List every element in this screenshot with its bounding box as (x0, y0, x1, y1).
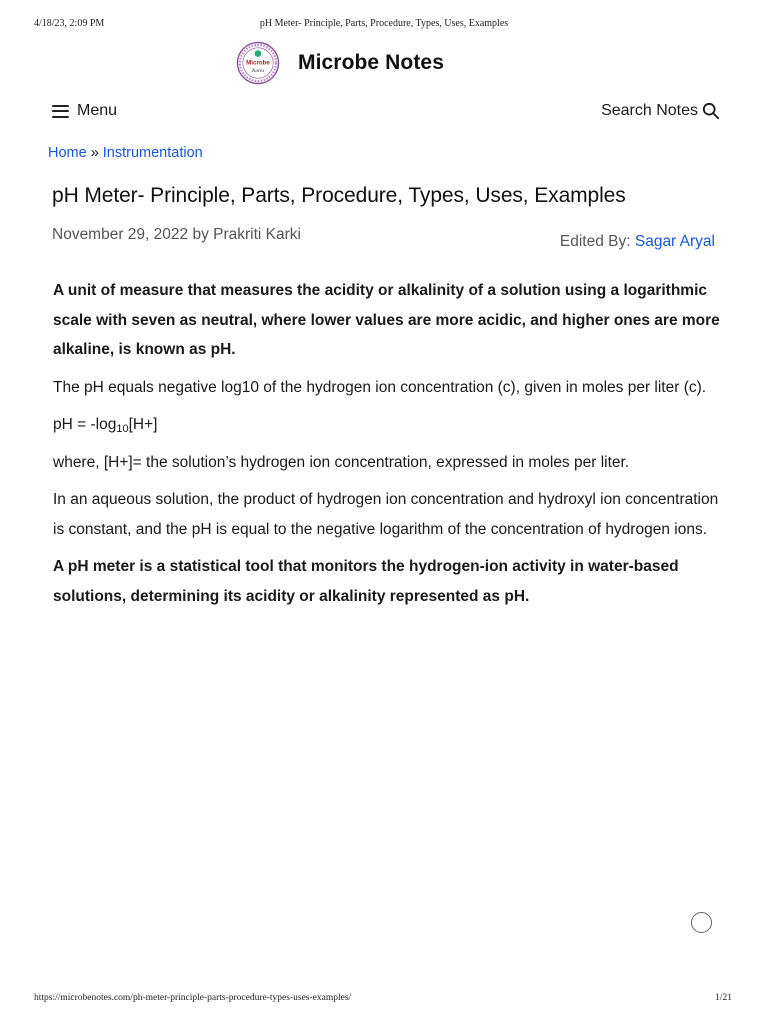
editor-link[interactable]: Sagar Aryal (634, 233, 715, 250)
search-label: Search Notes (601, 102, 698, 119)
edited-by (560, 233, 715, 251)
site-brand[interactable] (236, 40, 444, 86)
breadcrumb (48, 145, 203, 161)
print-title: pH Meter- Principle, Parts, Procedure, Types, Uses, Examples (259, 18, 509, 29)
article-meta: November 29, 2022 by Prakriti Karki (52, 226, 301, 243)
article-content (53, 276, 721, 619)
site-name[interactable]: Microbe Notes (298, 51, 444, 74)
search-icon (702, 102, 720, 120)
search-button[interactable] (601, 102, 720, 120)
formula-explanation: where, [H+]= the solution’s hydrogen ion concentration, expressed in moles per liter. (53, 453, 630, 471)
formula-subscript: 10 (116, 423, 129, 435)
menu-label: Menu (77, 102, 118, 119)
breadcrumb-home-link[interactable]: Home (48, 145, 87, 161)
print-page-number: 1/21 (715, 993, 732, 1003)
logo-text-bottom: Notes (251, 68, 265, 74)
definition-paragraph: The pH equals negative log10 of the hydrogen ion concentration (c), given in moles per liter (c). (53, 378, 707, 396)
print-datetime: 4/18/23, 2:09 PM (34, 18, 105, 29)
print-footer (0, 993, 768, 1007)
hamburger-icon (52, 105, 69, 118)
formula-prefix: pH = -log (53, 416, 117, 433)
edited-by-label: Edited By: (559, 233, 631, 250)
page-title: pH Meter- Principle, Parts, Procedure, Types, Uses, Examples (52, 184, 626, 207)
intro-paragraph: A unit of measure that measures the acidity or alkalinity of a solution using a logarithmic scale with seven as neutral, where lower values are more acidic, and higher ones are more alkaline, is known as pH. (53, 282, 720, 358)
breadcrumb-category-link[interactable]: Instrumentation (102, 145, 203, 161)
menu-button[interactable] (52, 102, 117, 120)
print-url: https://microbenotes.com/ph-meter-principle-parts-procedure-types-uses-examples/ (34, 993, 352, 1003)
circle-icon[interactable] (691, 912, 712, 933)
microbe-notes-logo[interactable] (236, 41, 280, 85)
ph-meter-definition: A pH meter is a statistical tool that monitors the hydrogen-ion activity in water-based solutions, determining its acidity or alkalinity represented as pH. (53, 558, 679, 605)
formula-suffix: [H+] (128, 416, 158, 433)
ph-formula (53, 410, 721, 440)
logo-text-top: Microbe (246, 59, 270, 67)
aqueous-paragraph: In an aqueous solution, the product of hydrogen ion concentration and hydroxyl ion concentration is constant, and the pH is equal to the negative logarithm of the concentration of hydrogen ions. (53, 491, 719, 538)
breadcrumb-separator: » (90, 145, 99, 161)
print-header (0, 18, 768, 32)
